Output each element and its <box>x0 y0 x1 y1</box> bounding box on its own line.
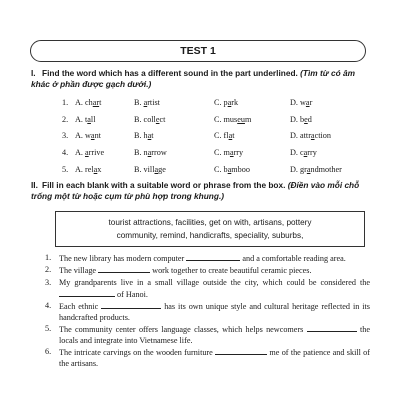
question-number: 1. <box>45 253 52 262</box>
question-text: has its own unique style and cultural heritage reflected in its handcrafted products. <box>59 301 370 322</box>
option-b: B. village <box>134 164 166 174</box>
question-text: The intricate carvings on the wooden furniture <box>59 348 213 358</box>
option-c: C. flat <box>214 131 235 141</box>
question-text: Each ethnic <box>59 301 99 311</box>
section1-instruction-vi: (Tìm từ có âm khác ở phần được gạch dưới.) <box>31 68 355 89</box>
pronunciation-grid <box>62 94 382 177</box>
question-number: 4. <box>45 300 52 310</box>
option-b: B. hat <box>134 131 154 141</box>
question-item <box>45 253 370 265</box>
test-title-text: TEST 1 <box>180 45 216 57</box>
question-number: 3. <box>45 277 52 287</box>
question-text: work together to create beautiful ceramic pieces. <box>152 266 312 276</box>
question-number: 4. <box>62 147 69 157</box>
question-number: 2. <box>45 265 52 275</box>
section1-number: I. <box>31 68 36 78</box>
test-title <box>30 40 366 62</box>
option-a: A. tall <box>75 114 96 124</box>
option-d: D. war <box>290 97 313 107</box>
option-c: C. bamboo <box>214 164 250 174</box>
section2-number: II. <box>31 180 38 190</box>
question-text: me of the patience and skill of the artisans. <box>59 348 371 369</box>
question-text: the locals and integrate into Vietnamese life. <box>59 325 370 345</box>
word-box <box>55 211 365 247</box>
grid-row <box>62 127 382 144</box>
answer-blank[interactable] <box>215 347 267 355</box>
question-item <box>45 278 370 301</box>
option-d: D. attraction <box>290 131 331 141</box>
option-b: B. artist <box>134 97 160 107</box>
grid-row <box>62 144 382 161</box>
option-d: D. carry <box>290 147 317 157</box>
question-item <box>45 324 370 347</box>
option-a: A. arrive <box>75 147 105 157</box>
question-text: and a comfortable reading area. <box>242 254 346 263</box>
option-a: A. chart <box>75 97 102 107</box>
option-b: B. narrow <box>134 147 167 157</box>
question-number: 3. <box>62 131 69 141</box>
answer-blank[interactable] <box>186 253 240 261</box>
section2-instruction-vi: (Điền vào mỗi chỗ trống một từ hoặc cụm từ phù hợp trong khung.) <box>31 180 360 201</box>
question-text: of Hanoi. <box>117 289 148 299</box>
section1-instruction: Find the word which has a different sound in the part underlined. <box>42 68 298 78</box>
answer-blank[interactable] <box>307 324 357 332</box>
option-c: C. museum <box>214 114 252 124</box>
section1-heading <box>31 68 371 89</box>
section2-instruction: Fill in each blank with a suitable word or phrase from the box. <box>42 180 286 190</box>
question-number: 5. <box>45 324 52 334</box>
option-a: A. want <box>75 131 101 141</box>
question-number: 2. <box>62 114 69 124</box>
question-number: 5. <box>62 164 69 174</box>
question-text: The village <box>59 266 97 276</box>
answer-blank[interactable] <box>98 265 150 273</box>
fill-in-questions <box>45 253 370 371</box>
section2-heading <box>31 180 371 201</box>
option-c: C. park <box>214 97 239 107</box>
option-d: D. bed <box>290 114 312 124</box>
answer-blank[interactable] <box>101 301 161 309</box>
question-text: The new library has modern computer <box>59 254 185 263</box>
option-b: B. collect <box>134 114 166 124</box>
answer-blank[interactable] <box>59 289 115 297</box>
question-item <box>45 265 370 277</box>
question-item <box>45 301 370 324</box>
option-d: D. grandmother <box>290 164 342 174</box>
grid-row <box>62 161 382 178</box>
question-text: The community center offers language classes, which helps newcomers <box>59 325 304 335</box>
question-number: 1. <box>62 97 69 107</box>
question-item <box>45 347 370 370</box>
option-a: A. relax <box>75 164 102 174</box>
option-c: C. marry <box>214 147 244 157</box>
question-number: 6. <box>45 347 52 357</box>
word-box-line: tourist attractions, facilities, get on with, artisans, pottery <box>108 218 312 227</box>
word-box-line: community, remind, handicrafts, speciality, suburbs, <box>116 231 304 240</box>
question-text: My grandparents live in a small village outside the city, which could be considered the <box>59 277 370 287</box>
grid-row <box>62 94 382 111</box>
grid-row <box>62 111 382 128</box>
